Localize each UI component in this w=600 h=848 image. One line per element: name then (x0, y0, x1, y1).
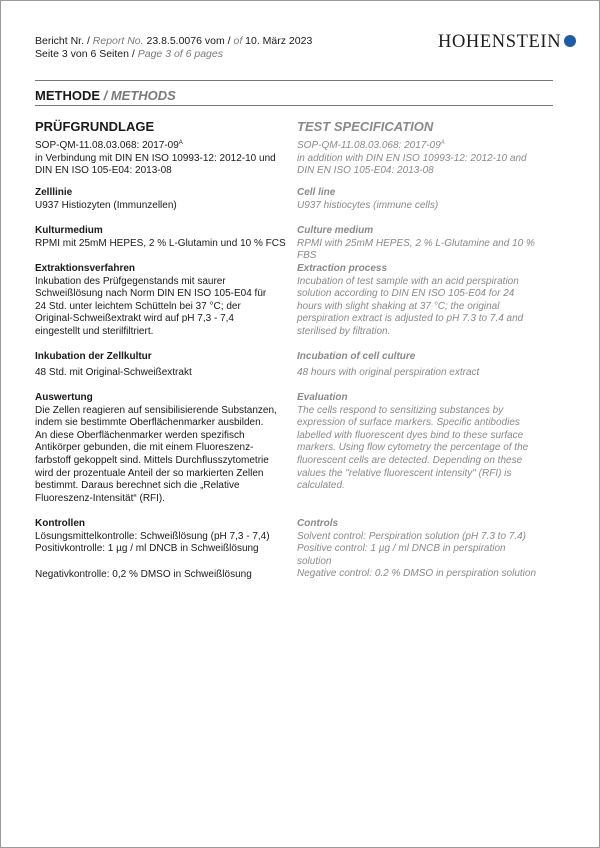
report-date: 10. März 2023 (245, 35, 313, 47)
culture-medium-en: Culture medium RPMI with 25mM HEPES, 2 % L-Glutamine and 10 % FBS (297, 225, 535, 262)
report-header (35, 35, 312, 61)
report-number: 23.8.5.0076 (146, 35, 202, 47)
controls-de: Kontrollen Lösungsmittelkontrolle: Schweißlösung (pH 7,3 - 7,4) Positivkontrolle: 1 µg / ml DNCB in Schweißlösung Negativkontrolle: 0,2 % DMSO in Schweißlösung (35, 518, 270, 580)
principle-title: PRÜFGRUNDLAGE (35, 119, 155, 134)
controls-en: Controls Solvent control: Perspiration solution (pH 7.3 to 7.4) Positive control: 1 µg / ml DNCB in perspiration solution Negative control: 0.2 % DMSO in perspiration solution (297, 518, 537, 580)
culture-medium-de: Kulturmedium RPMI mit 25mM HEPES, 2 % L-Glutamin und 10 % FCS (35, 225, 286, 249)
logo-dot-icon (564, 35, 576, 47)
section-divider (35, 105, 553, 106)
cell-line-en: Cell line U937 histiocytes (immune cells) (297, 187, 439, 211)
section-title: METHODE / METHODS (35, 88, 176, 103)
header-divider (35, 80, 553, 81)
cell-line-de: Zelllinie U937 Histiozyten (Immunzellen) (35, 187, 177, 211)
sop-reference: SOP-QM-11.08.03.068: 2017-09 (35, 140, 179, 151)
report-number-line: Bericht Nr. / Report No. 23.8.5.0076 vom / of 10. März 2023 (35, 35, 313, 47)
evaluation-en: Evaluation The cells respond to sensitizing substances by expression of surface markers. Specific antibodies labelled with fluorescent dyes bind to these surface markers. Using flow cytometry the percentage of the fluorescent cells are detected. Depending on these values the "relative fluorescent intensity" (RFI) is calculated. (297, 392, 529, 492)
principle-title-en: TEST SPECIFICATION (297, 119, 434, 134)
principle-de: PRÜFGRUNDLAGE SOP-QM-11.08.03.068: $2017-09^A$ in Verbindung mit DIN EN ISO 10993-12: 2012-10 und DIN EN ISO 105-E04: 2013-08 (35, 119, 276, 177)
evaluation-de: Auswertung Die Zellen reagieren auf sensibilisierende Substanzen, indem sie bestimmte Oberflächenmarker ausbilden. An diese Oberflächenmarker werden spezifisch Antikörper gebunden, die mit einem Fluoreszenz- farbstoff gekoppelt sind. Mittels Durchflusszytometrie wird der prozentuale Anteil der so markierten Zellen bestimmt. Daraus berechnet sich die „Relative Fluoreszenz-Intensität“ (RFI). (35, 392, 277, 504)
page-count-line: Seite 3 von 6 Seiten / Page 3 of 6 pages (35, 48, 223, 60)
incubation-de: Inkubation der Zellkultur 48 Std. mit Original-Schweißextrakt (35, 351, 192, 378)
hohenstein-logo: HOHENSTEIN (438, 32, 576, 53)
extraction-en: Extraction process Incubation of test sample with an acid perspiration solution according to DIN EN ISO 105-E04 for 24 hours with slight shaking at 37 °C; the original perspiration extract is adjusted to pH 7.3 to 7.4 and sterilised by filtration. (297, 263, 524, 337)
extraction-de: Extraktionsverfahren Inkubation des Prüfgegenstands mit saurer Schweißlösung nach Norm DIN EN ISO 105-E04 für 24 Std. unter leichtem Schütteln bei 37 °C; der Original-Schweißextrakt wird auf pH 7,3 - 7,4 eingestellt und sterilfiltriert. (35, 263, 267, 337)
incubation-en: Incubation of cell culture 48 hours with original perspiration extract (297, 351, 480, 378)
principle-en: TEST SPECIFICATION SOP-QM-11.08.03.068: $2017-09^A$ in addition with DIN EN ISO 10993-12: 2012-10 and DIN EN ISO 105-E04: 2013-08 (297, 119, 527, 177)
